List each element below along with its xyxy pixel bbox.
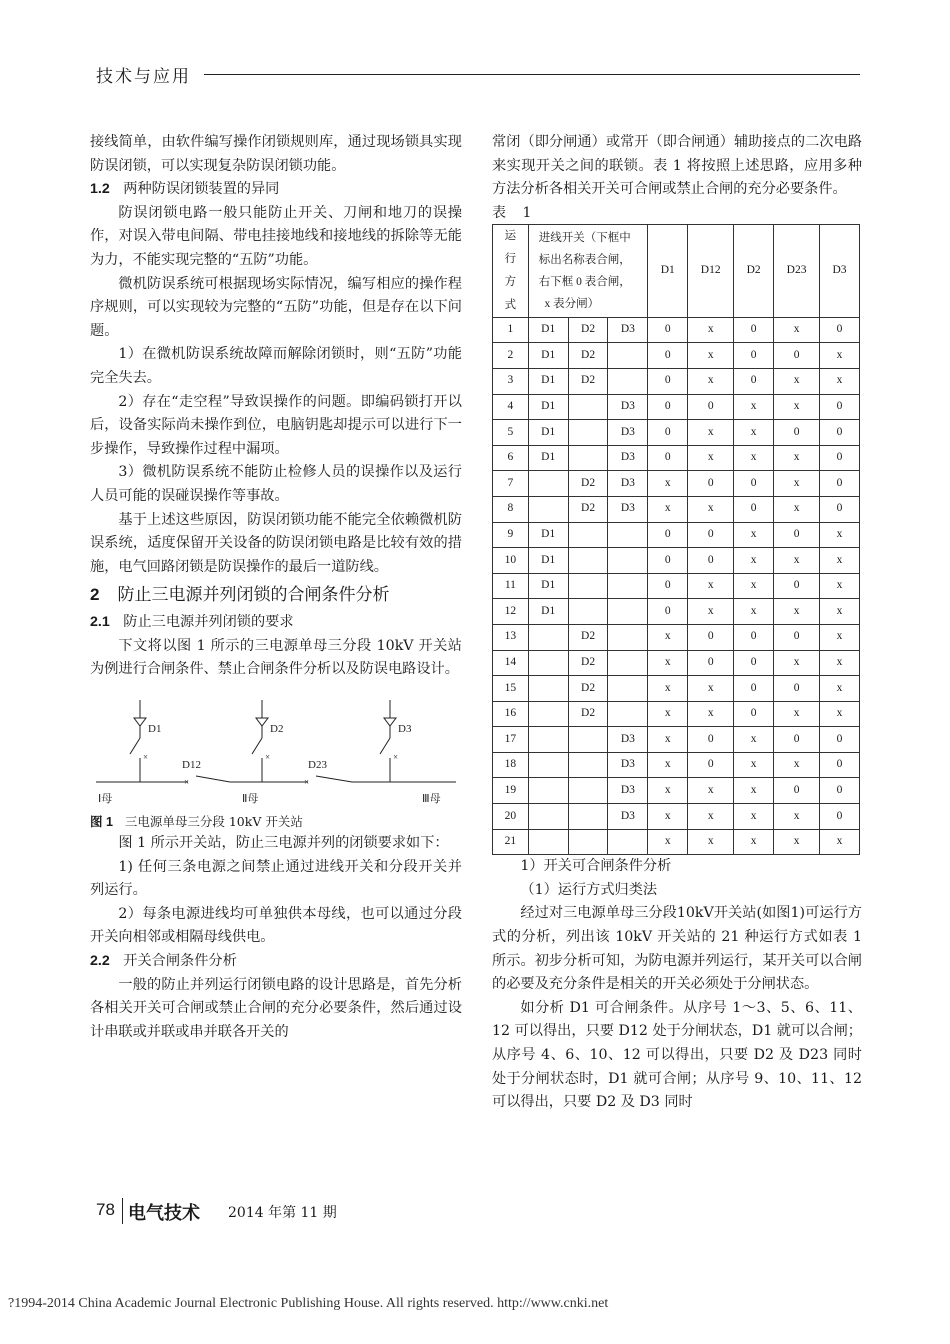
switch-name-cell: D1 [528, 522, 568, 548]
state-cell: 0 [734, 496, 774, 522]
state-cell: x [688, 804, 734, 830]
state-cell: 0 [820, 471, 860, 497]
mode-number-cell: 6 [493, 445, 529, 471]
mode-number-cell: 20 [493, 804, 529, 830]
right-column [492, 131, 862, 1115]
table-row [493, 522, 860, 548]
switch-name-cell [608, 650, 648, 676]
paragraph: （1）运行方式归类法 [520, 881, 658, 898]
table-row [493, 394, 860, 420]
mode-number-cell: 9 [493, 522, 529, 548]
state-cell: 0 [820, 804, 860, 830]
d23-label: D23 [308, 759, 327, 772]
switch-name-cell [528, 778, 568, 804]
mode-number-cell: 1 [493, 317, 529, 343]
switch-name-cell [568, 778, 608, 804]
switch-name-cell: D2 [568, 624, 608, 650]
state-cell: 0 [648, 368, 688, 394]
state-cell: x [820, 343, 860, 369]
state-cell: 0 [688, 548, 734, 574]
state-cell: 0 [820, 394, 860, 420]
state-cell: x [774, 701, 820, 727]
state-cell: x [774, 752, 820, 778]
state-cell: x [774, 368, 820, 394]
state-cell: x [688, 701, 734, 727]
state-cell: x [648, 804, 688, 830]
switch-name-cell [568, 445, 608, 471]
paragraph: 1) 任何三条电源之间禁止通过进线开关和分段开关并列运行。 [90, 858, 462, 899]
mode-number-cell: 5 [493, 420, 529, 446]
svg-text:×: × [265, 752, 271, 763]
state-cell: 0 [734, 368, 774, 394]
table-row [493, 701, 860, 727]
mode-number-cell: 7 [493, 471, 529, 497]
paragraph: 下文将以图 1 所示的三电源单母三分段 10kV 开关站为例进行合闸条件、禁止合闸条件分析以及防误电路设计。 [90, 637, 462, 678]
state-cell: 0 [648, 573, 688, 599]
state-cell: x [648, 650, 688, 676]
state-cell: 0 [734, 317, 774, 343]
switch-name-cell [568, 829, 608, 855]
switch-name-cell: D2 [568, 701, 608, 727]
switch-name-cell [528, 752, 568, 778]
header-col-d1: D1 [648, 224, 688, 317]
state-cell: x [734, 445, 774, 471]
switch-name-cell: D2 [568, 471, 608, 497]
paragraph: 一般的防止并列运行闭锁电路的设计思路是，首先分析各相关开关可合闸或禁止合闸的充分必要条件，然后通过设计串联或并联或串并联各开关的 [90, 976, 462, 1040]
heading-1-2: 1.2 两种防误闭锁装置的异同 [90, 181, 280, 198]
switch-name-cell [528, 624, 568, 650]
state-cell: x [774, 471, 820, 497]
state-cell: 0 [648, 445, 688, 471]
state-cell: x [774, 804, 820, 830]
switch-name-cell [608, 829, 648, 855]
table-row [493, 676, 860, 702]
switch-name-cell: D2 [568, 343, 608, 369]
state-cell: x [648, 701, 688, 727]
state-cell: x [820, 573, 860, 599]
state-cell: x [648, 496, 688, 522]
switch-name-cell [528, 701, 568, 727]
table-row [493, 624, 860, 650]
state-cell: x [688, 676, 734, 702]
state-cell: x [820, 548, 860, 574]
switch-name-cell [568, 804, 608, 830]
running-header [96, 62, 860, 88]
paragraph: 接线简单，由软件编写操作闭锁规则库，通过现场锁具实现防误闭锁，可以实现复杂防误闭锁功能。 [90, 134, 462, 174]
state-cell: x [774, 548, 820, 574]
heading-2-2: 2.2 开关合闸条件分析 [90, 953, 237, 970]
state-cell: x [648, 624, 688, 650]
paragraph: 如分析 D1 可合闸条件。从序号 1～3、5、6、11、12 可以得出，只要 D12 处于分闸状态，D1 就可以合闸；从序号 4、6、10、12 可以得出，只要 D2 及 D23 同时处于分闸状态时，D1 就可合闸；从序号 9、10、11、12 可以得出，只要 D2 及 D3 同时 [492, 999, 862, 1111]
heading-2-1: 2.1 防止三电源并列闭锁的要求 [90, 614, 294, 631]
switch-name-cell [528, 496, 568, 522]
paragraph: 2）每条电源进线均可单独供本母线，也可以通过分段开关向相邻或相隔母线供电。 [90, 905, 462, 946]
paragraph: 2）存在“走空程”导致误操作的问题。即编码锁打开以后，设备实际尚未操作到位，电脑钥匙却提示可以进行下一步操作，导致操作过程中漏项。 [90, 393, 462, 457]
state-cell: x [734, 599, 774, 625]
switch-name-cell: D1 [528, 420, 568, 446]
state-cell: x [734, 548, 774, 574]
state-cell: x [820, 522, 860, 548]
paragraph: 防误闭锁电路一般只能防止开关、刀闸和地刀的误操作，对误入带电间隔、带电挂接地线和接地线的拆除等无能为力，不能实现完整的“五防”功能。 [90, 204, 462, 268]
table-row [493, 752, 860, 778]
state-cell: 0 [820, 445, 860, 471]
d23-blade [316, 776, 352, 782]
state-cell: 0 [734, 471, 774, 497]
state-cell: 0 [820, 317, 860, 343]
state-cell: 0 [774, 573, 820, 599]
header-col-d3: D3 [820, 224, 860, 317]
mode-number-cell: 19 [493, 778, 529, 804]
table-row [493, 445, 860, 471]
table-row [493, 804, 860, 830]
switch-name-cell [608, 599, 648, 625]
switch-name-cell: D3 [608, 445, 648, 471]
mode-number-cell: 8 [493, 496, 529, 522]
state-cell: 0 [734, 650, 774, 676]
state-cell: 0 [648, 522, 688, 548]
d3-blade [380, 738, 390, 754]
table-row [493, 599, 860, 625]
d2-label: D2 [270, 723, 284, 736]
paragraph: 1）开关可合闸条件分析 [520, 858, 672, 875]
switch-name-cell [608, 548, 648, 574]
header-mode-cell: 运 行 方 式 [493, 224, 529, 317]
state-cell: 0 [774, 676, 820, 702]
state-cell: x [688, 368, 734, 394]
paragraph: 3）微机防误系统不能防止检修人员的误操作以及运行人员可能的误碰误操作等事故。 [90, 464, 462, 504]
svg-text:×: × [143, 752, 149, 763]
state-cell: 0 [774, 343, 820, 369]
state-cell: x [774, 650, 820, 676]
table-row [493, 548, 860, 574]
paragraph: 1）在微机防误系统故障而解除闭锁时，则“五防”功能完全失去。 [90, 346, 462, 386]
page-number: 78 [96, 1200, 115, 1219]
header-col-d12: D12 [688, 224, 734, 317]
state-cell: 0 [734, 676, 774, 702]
state-cell: 0 [820, 778, 860, 804]
state-cell: x [774, 317, 820, 343]
state-cell: 0 [820, 752, 860, 778]
svg-text:×: × [393, 752, 399, 763]
state-cell: x [734, 573, 774, 599]
state-cell: x [648, 829, 688, 855]
paragraph: 图 1 所示开关站，防止三电源并列的闭锁要求如下： [118, 835, 449, 852]
state-cell: 0 [820, 727, 860, 753]
switch-name-cell [528, 676, 568, 702]
d2-blade [252, 738, 262, 754]
table-row [493, 727, 860, 753]
table-caption: 表 1 [492, 204, 538, 221]
left-column [90, 131, 462, 1044]
mode-number-cell: 14 [493, 650, 529, 676]
table-row [493, 650, 860, 676]
paragraph: 基于上述这些原因，防误闭锁功能不能完全依赖微机防误系统，适度保留开关设备的防误闭锁电路是比较有效的措施，电气回路闭锁是防误操作的最后一道防线。 [90, 511, 462, 575]
heading-2: 2 防止三电源并列闭锁的合闸条件分析 [90, 585, 390, 606]
svg-text:×: × [304, 777, 310, 788]
header-col-d23: D23 [774, 224, 820, 317]
state-cell: 0 [688, 727, 734, 753]
state-cell: x [688, 573, 734, 599]
state-cell: 0 [734, 701, 774, 727]
state-cell: 0 [820, 420, 860, 446]
paragraph: 常闭（即分闸通）或常开（即合闸通）辅助接点的二次电路来实现开关之间的联锁。表 1 将按照上述思路，应用多种方法分析各相关开关可合闸或禁止合闸的充分必要条件。 [492, 134, 862, 198]
switch-name-cell: D1 [528, 343, 568, 369]
mode-number-cell: 10 [493, 548, 529, 574]
switch-name-cell: D2 [568, 317, 608, 343]
state-cell: 0 [648, 420, 688, 446]
state-cell: 0 [774, 522, 820, 548]
switch-name-cell: D1 [528, 445, 568, 471]
switch-name-cell: D3 [608, 496, 648, 522]
issue-label: 2014 年第 11 期 [228, 1205, 337, 1221]
switch-name-cell: D3 [608, 420, 648, 446]
state-cell: x [648, 752, 688, 778]
state-cell: 0 [688, 752, 734, 778]
state-cell: x [774, 599, 820, 625]
state-cell: x [774, 394, 820, 420]
header-switch-cell: 进线开关（下框中 标出名称表合闸， 右下框 0 表合闸， x 表分闸） [528, 224, 648, 317]
state-cell: x [648, 778, 688, 804]
switch-name-cell [608, 624, 648, 650]
mode-number-cell: 16 [493, 701, 529, 727]
state-cell: 0 [648, 317, 688, 343]
state-cell: 0 [688, 394, 734, 420]
switch-name-cell [568, 727, 608, 753]
mode-number-cell: 2 [493, 343, 529, 369]
d3-label: D3 [398, 723, 412, 736]
state-cell: 0 [688, 522, 734, 548]
switch-name-cell: D3 [608, 394, 648, 420]
copyright-line: ?1994-2014 China Academic Journal Electronic Publishing House. All rights reserved. http://www.cnki.net [8, 1296, 609, 1311]
bus-2-label: Ⅱ母 [242, 793, 259, 806]
state-cell: x [648, 676, 688, 702]
switch-name-cell [528, 471, 568, 497]
state-cell: x [820, 650, 860, 676]
d12-blade [196, 776, 230, 782]
switch-name-cell [608, 343, 648, 369]
table-row [493, 368, 860, 394]
mode-number-cell: 18 [493, 752, 529, 778]
state-cell: x [820, 676, 860, 702]
table-row [493, 420, 860, 446]
state-cell: x [688, 599, 734, 625]
table-row [493, 343, 860, 369]
state-cell: x [774, 496, 820, 522]
state-cell: x [774, 829, 820, 855]
switch-name-cell [608, 701, 648, 727]
switch-name-cell [568, 394, 608, 420]
switch-name-cell: D1 [528, 368, 568, 394]
state-cell: 0 [774, 420, 820, 446]
switch-name-cell [568, 599, 608, 625]
switch-name-cell: D3 [608, 727, 648, 753]
state-cell: x [734, 727, 774, 753]
switch-name-cell: D2 [568, 368, 608, 394]
table-body [493, 317, 860, 854]
mode-number-cell: 13 [493, 624, 529, 650]
state-cell: 0 [734, 343, 774, 369]
section-title: 技术与应用 [96, 67, 191, 87]
state-cell: x [820, 829, 860, 855]
state-cell: 0 [820, 496, 860, 522]
switch-name-cell: D1 [528, 573, 568, 599]
state-cell: x [820, 599, 860, 625]
paragraph: 经过对三电源单母三分段10kV开关站(如图1)可运行方式的分析，列出该 10kV 开关站的 21 种运行方式如表 1 所示。初步分析可知，为防电源并列运行，某开关可以合闸的必要及充分条件是相关的开关必须处于分闸状态。 [492, 905, 862, 993]
state-cell: x [734, 420, 774, 446]
state-cell: 0 [648, 599, 688, 625]
state-cell: 0 [648, 394, 688, 420]
state-cell: 0 [688, 650, 734, 676]
switch-name-cell: D3 [608, 804, 648, 830]
header-col-d2: D2 [734, 224, 774, 317]
state-cell: x [648, 471, 688, 497]
mode-number-cell: 15 [493, 676, 529, 702]
switch-name-cell: D3 [608, 778, 648, 804]
table-row [493, 317, 860, 343]
switch-name-cell [568, 522, 608, 548]
state-cell: 0 [648, 548, 688, 574]
state-cell: x [734, 752, 774, 778]
mode-number-cell: 4 [493, 394, 529, 420]
state-cell: x [820, 701, 860, 727]
state-cell: x [820, 624, 860, 650]
figure-caption: 图 1 三电源单母三分段 10kV 开关站 [90, 814, 303, 830]
svg-text:×: × [184, 777, 190, 788]
table-row [493, 471, 860, 497]
header-rule [204, 74, 860, 75]
state-cell: 0 [734, 624, 774, 650]
switch-name-cell: D3 [608, 471, 648, 497]
switch-name-cell [608, 676, 648, 702]
state-cell: x [734, 522, 774, 548]
bus-1-label: Ⅰ母 [98, 793, 113, 806]
state-cell: x [648, 727, 688, 753]
mode-number-cell: 12 [493, 599, 529, 625]
state-cell: x [688, 420, 734, 446]
table-row [493, 829, 860, 855]
table-header-row [493, 224, 860, 317]
journal-logo: 电气技术 [128, 1203, 200, 1224]
state-cell: x [688, 317, 734, 343]
switch-name-cell: D1 [528, 394, 568, 420]
state-cell: 0 [774, 624, 820, 650]
switch-name-cell [608, 573, 648, 599]
table-row [493, 573, 860, 599]
mode-number-cell: 3 [493, 368, 529, 394]
state-cell: x [734, 829, 774, 855]
d1-label: D1 [148, 723, 162, 736]
table-row [493, 496, 860, 522]
state-cell: x [820, 368, 860, 394]
switch-name-cell [528, 650, 568, 676]
bus-3-label: Ⅲ母 [422, 793, 441, 806]
switch-name-cell [608, 368, 648, 394]
state-cell: x [734, 778, 774, 804]
state-cell: x [734, 804, 774, 830]
table-row [493, 778, 860, 804]
mode-number-cell: 11 [493, 573, 529, 599]
state-cell: x [688, 343, 734, 369]
switch-name-cell: D3 [608, 317, 648, 343]
state-cell: 0 [688, 624, 734, 650]
state-cell: x [688, 496, 734, 522]
paragraph: 微机防误系统可根据现场实际情况，编写相应的操作程序规则，可以实现较为完整的“五防”功能，但是存在以下问题。 [90, 275, 462, 339]
state-cell: x [774, 445, 820, 471]
switch-name-cell: D1 [528, 548, 568, 574]
switch-name-cell: D2 [568, 496, 608, 522]
d1-blade [130, 738, 140, 754]
switch-name-cell [608, 522, 648, 548]
switch-name-cell: D2 [568, 676, 608, 702]
state-cell: x [688, 829, 734, 855]
switch-name-cell [568, 752, 608, 778]
switch-name-cell: D3 [608, 752, 648, 778]
state-cell: x [688, 778, 734, 804]
switch-name-cell [528, 829, 568, 855]
switch-name-cell: D1 [528, 317, 568, 343]
switch-name-cell [528, 804, 568, 830]
table-1 [492, 224, 860, 855]
figure-1-diagram [90, 692, 462, 812]
state-cell: 0 [648, 343, 688, 369]
switch-name-cell [568, 548, 608, 574]
d12-label: D12 [182, 759, 201, 772]
state-cell: 0 [774, 727, 820, 753]
switch-name-cell [528, 727, 568, 753]
footer-divider [122, 1198, 123, 1224]
state-cell: 0 [774, 778, 820, 804]
state-cell: x [688, 445, 734, 471]
mode-number-cell: 17 [493, 727, 529, 753]
state-cell: x [734, 394, 774, 420]
switch-name-cell [568, 573, 608, 599]
state-cell: 0 [688, 471, 734, 497]
switch-name-cell: D2 [568, 650, 608, 676]
switch-name-cell: D1 [528, 599, 568, 625]
mode-number-cell: 21 [493, 829, 529, 855]
switch-name-cell [568, 420, 608, 446]
